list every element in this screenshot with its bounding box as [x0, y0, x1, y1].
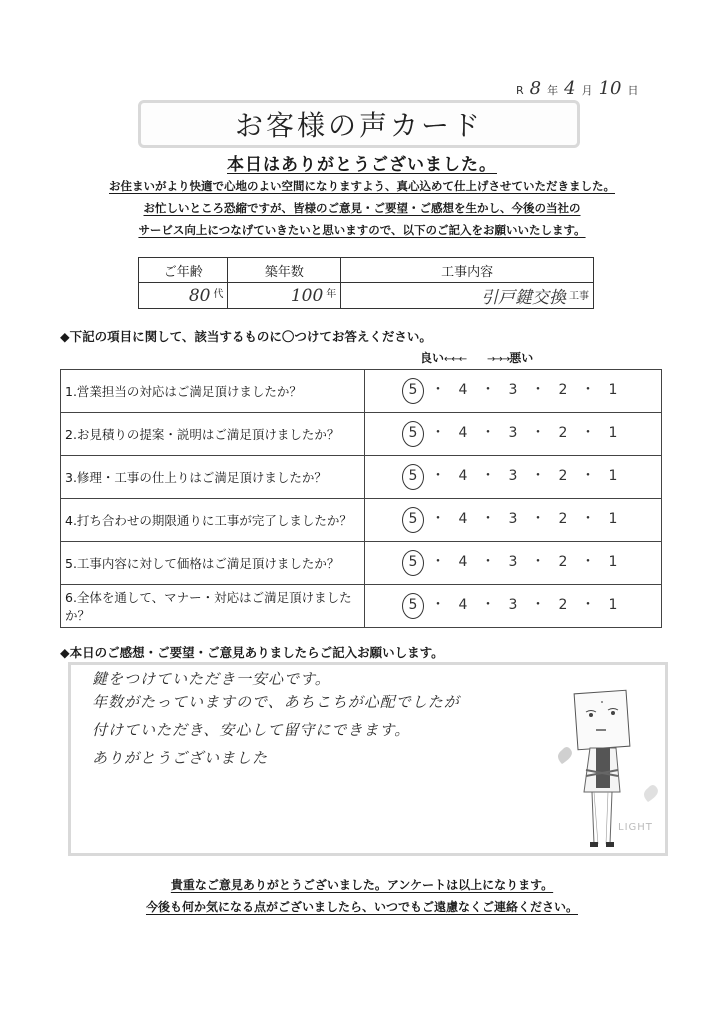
comment-line-3: 付けていただき、安心して留守にできます。 — [92, 721, 411, 739]
option-3[interactable]: 3 — [508, 511, 518, 527]
option-2[interactable]: 2 — [558, 554, 568, 570]
rating-options: 5 ・ 4 ・ 3 ・ 2 ・ 1 — [365, 456, 662, 499]
rating-row — [61, 370, 662, 413]
building-age-unit: 年 — [326, 289, 337, 300]
option-3[interactable]: 3 — [508, 468, 518, 484]
option-4[interactable]: 4 — [458, 382, 468, 398]
rating-row — [61, 413, 662, 456]
info-header-row — [139, 258, 594, 283]
option-1[interactable]: 1 — [608, 554, 618, 570]
rating-section-heading: ◆下記の項目に関して、該当するものに〇つけてお答えください。 — [60, 329, 432, 344]
thanks-heading: 本日はありがとうございました。 — [227, 155, 497, 175]
intro-line-1: お住まいがより快適で心地のよい空間になりますよう、真心込めて仕上げさせていただきました。 — [109, 179, 615, 193]
light-logo: LIGHT — [618, 822, 653, 833]
option-3[interactable]: 3 — [508, 425, 518, 441]
option-2[interactable]: 2 — [558, 597, 568, 613]
option-1[interactable]: 1 — [608, 597, 618, 613]
option-2[interactable]: 2 — [558, 425, 568, 441]
rating-row — [61, 585, 662, 628]
right-arrows-icon: →→→ — [487, 354, 510, 365]
header-work-content: 工事内容 — [341, 258, 594, 283]
option-1[interactable]: 1 — [608, 511, 618, 527]
age-unit: 代 — [213, 289, 224, 300]
option-4[interactable]: 4 — [458, 511, 468, 527]
rating-row — [61, 499, 662, 542]
question-label: 5.工事内容に対して価格はご満足頂けましたか？ — [61, 542, 365, 585]
legend-bad: 悪い — [509, 351, 534, 365]
option-4[interactable]: 4 — [458, 554, 468, 570]
comment-line-1: 鍵をつけていただき一安心です。 — [92, 670, 331, 688]
customer-info-table — [138, 257, 594, 309]
question-label: 2.お見積りの提案・説明はご満足頂けましたか？ — [61, 413, 365, 456]
work-content-field[interactable] — [341, 283, 594, 309]
option-1[interactable]: 1 — [608, 382, 618, 398]
work-content-unit: 工事 — [569, 291, 589, 302]
rating-row — [61, 456, 662, 499]
date-year: 8 — [529, 78, 542, 99]
question-label: 4.打ち合わせの期限通りに工事が完了しましたか？ — [61, 499, 365, 542]
option-5-selected[interactable]: 5 — [402, 593, 424, 619]
rating-options: 5 ・ 4 ・ 3 ・ 2 ・ 1 — [365, 499, 662, 542]
option-2[interactable]: 2 — [558, 468, 568, 484]
question-label: 6.全体を通して、マナー・対応はご満足頂けましたか？ — [61, 585, 365, 628]
option-3[interactable]: 3 — [508, 554, 518, 570]
left-arrows-icon: ←←← — [444, 354, 467, 365]
option-4[interactable]: 4 — [458, 468, 468, 484]
option-5-selected[interactable]: 5 — [402, 507, 424, 533]
building-age-field[interactable] — [228, 283, 341, 309]
date-era: R — [516, 84, 524, 97]
header-building-age: 築年数 — [228, 258, 341, 283]
comment-section-heading: ◆本日のご感想・ご要望・ご意見ありましたらご記入お願いします。 — [60, 645, 444, 660]
rating-options: 5 ・ 4 ・ 3 ・ 2 ・ 1 — [365, 542, 662, 585]
option-5-selected[interactable]: 5 — [402, 550, 424, 576]
age-field[interactable] — [139, 283, 228, 309]
date-day: 10 — [598, 78, 622, 99]
option-1[interactable]: 1 — [608, 425, 618, 441]
option-2[interactable]: 2 — [558, 511, 568, 527]
option-4[interactable]: 4 — [458, 597, 468, 613]
question-label: 3.修理・工事の仕上りはご満足頂けましたか？ — [61, 456, 365, 499]
closing-line-1: 貴重なご意見ありがとうございました。アンケートは以上になります。 — [170, 878, 554, 892]
option-5-selected[interactable]: 5 — [402, 421, 424, 447]
option-4[interactable]: 4 — [458, 425, 468, 441]
age-value: 80 — [188, 286, 211, 306]
rating-options: 5 ・ 4 ・ 3 ・ 2 ・ 1 — [365, 413, 662, 456]
comment-line-2: 年数がたっていますので、あちこちが心配でしたが — [92, 693, 460, 711]
option-5-selected[interactable]: 5 — [402, 378, 424, 404]
rating-row — [61, 542, 662, 585]
intro-line-2: お忙しいところ恐縮ですが、皆様のご意見・ご要望・ご感想を生かし、今後の当社の — [143, 201, 581, 215]
legend-good: 良い — [420, 351, 445, 365]
intro-line-3: サービス向上につなげていきたいと思いますので、以下のご記入をお願いいたします。 — [138, 223, 586, 237]
question-label: 1.営業担当の対応はご満足頂けましたか？ — [61, 370, 365, 413]
header-age: ご年齢 — [139, 258, 228, 283]
rating-table — [60, 369, 662, 628]
option-5-selected[interactable]: 5 — [402, 464, 424, 490]
date-month: 4 — [564, 78, 576, 99]
date-field — [516, 78, 638, 99]
building-age-value: 100 — [290, 286, 324, 306]
date-day-unit: 日 — [627, 84, 639, 97]
page-title: お客様の声カード — [234, 109, 483, 142]
info-value-row — [139, 283, 594, 309]
rating-options: 5 ・ 4 ・ 3 ・ 2 ・ 1 — [365, 370, 662, 413]
scale-legend — [420, 349, 533, 366]
date-month-unit: 月 — [581, 84, 593, 97]
option-1[interactable]: 1 — [608, 468, 618, 484]
work-content-value: 引戸鍵交換 — [481, 288, 566, 308]
date-year-unit: 年 — [547, 84, 559, 97]
rating-options: 5 ・ 4 ・ 3 ・ 2 ・ 1 — [365, 585, 662, 628]
option-3[interactable]: 3 — [508, 382, 518, 398]
closing-line-2: 今後も何か気になる点がございましたら、いつでもご遠慮なくご連絡ください。 — [145, 900, 578, 914]
comment-line-4: ありがとうございました — [92, 749, 269, 767]
title-box — [138, 100, 580, 148]
option-2[interactable]: 2 — [558, 382, 568, 398]
option-3[interactable]: 3 — [508, 597, 518, 613]
